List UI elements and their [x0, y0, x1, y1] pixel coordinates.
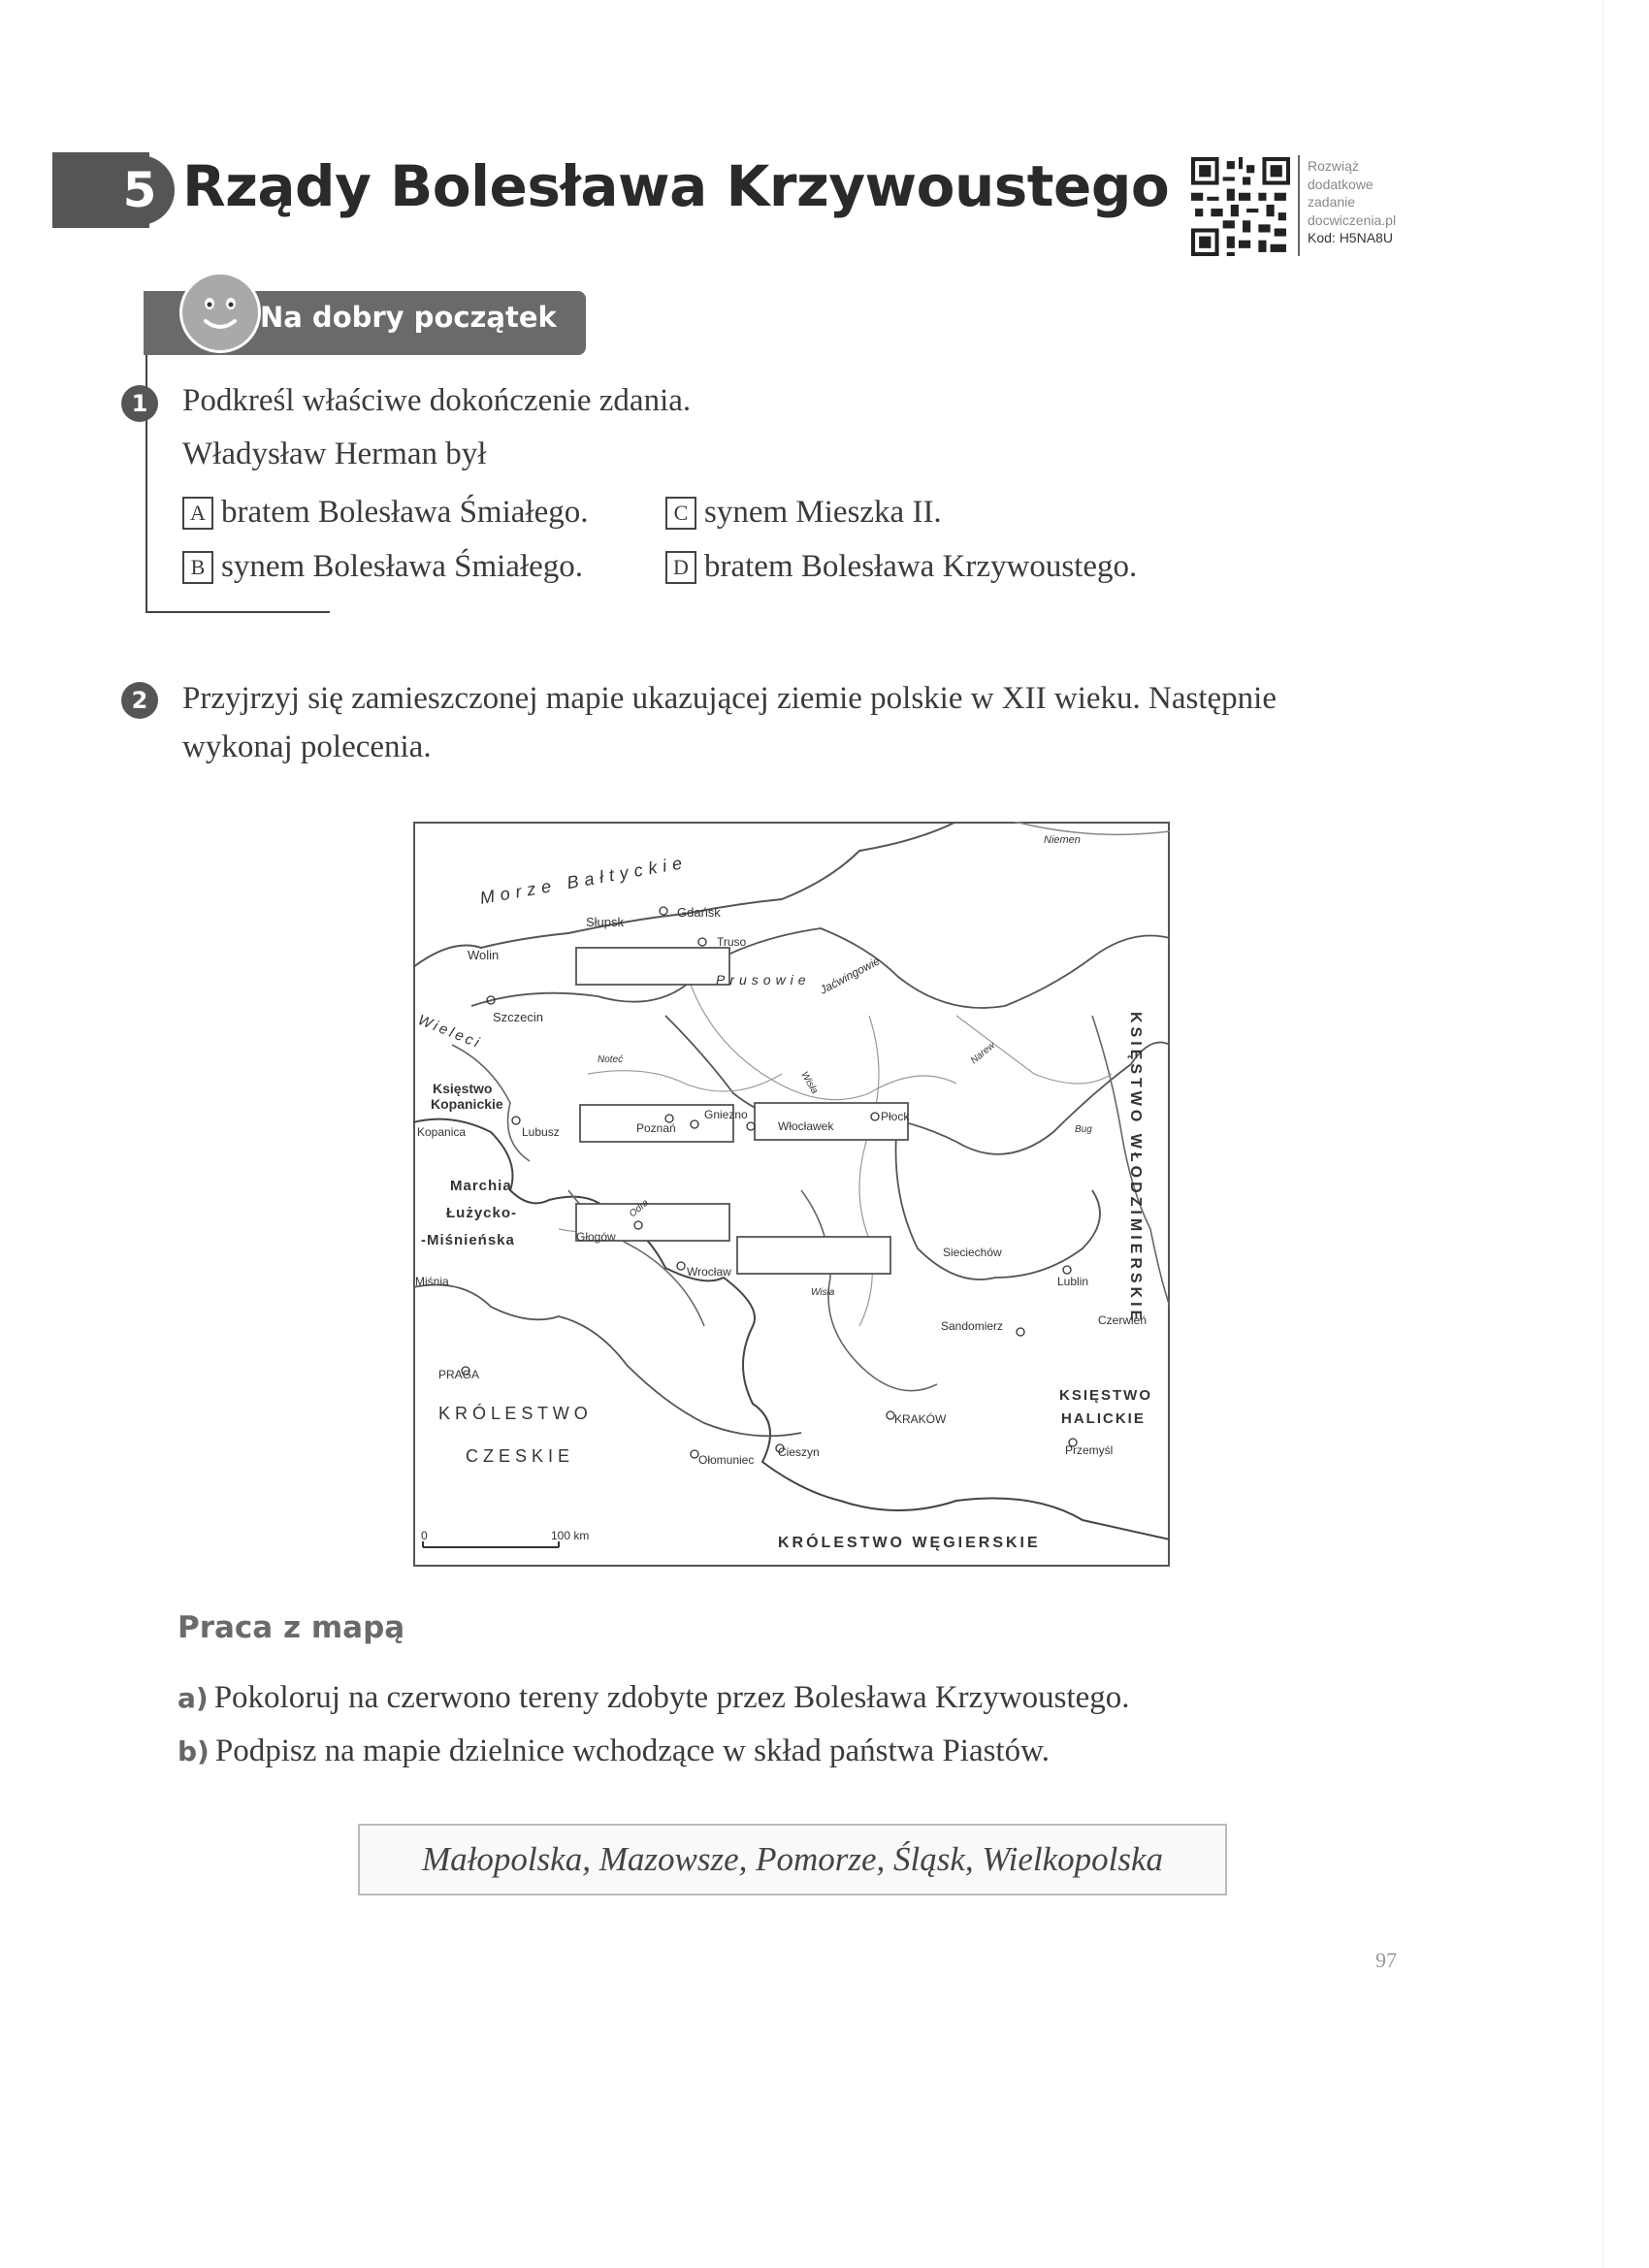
map-label-krolestwo-wegierskie: KRÓLESTWO WĘGIERSKIE [778, 1535, 1041, 1551]
option-text: synem Bolesława Śmiałego. [221, 549, 584, 584]
map-label-marchia: -Miśnieńska [421, 1232, 515, 1248]
map-scale-100km: 100 km [551, 1529, 590, 1542]
map-label-sieciechow: Sieciechów [943, 1246, 1002, 1259]
qr-code-icon[interactable] [1191, 157, 1290, 256]
page-number: 97 [1375, 1948, 1397, 1972]
intro-banner-label: Na dobry początek [260, 301, 557, 334]
qr-link[interactable]: docwiczenia.pl [1308, 211, 1397, 228]
map-label-lubusz: Lubusz [522, 1125, 560, 1139]
map-label-wolin: Wolin [468, 948, 500, 962]
map-label-kopanica: Kopanica [417, 1125, 467, 1139]
task-2-number: 2 [121, 682, 158, 719]
work-item-letter: a) [178, 1682, 209, 1714]
map-label-ksiestwo-halickie: HALICKIE [1061, 1410, 1146, 1427]
map-label-wisla-south: Wisła [811, 1287, 835, 1298]
qr-line: Rozwiąż [1308, 158, 1359, 174]
page-title: Rządy Bolesława Krzywoustego [182, 153, 1170, 219]
intro-frame [146, 611, 330, 613]
map-label-ksiestwo-wlodzimierskie: KSIĘSTWO WŁODZIMIERSKIE [1127, 1012, 1144, 1325]
map-label-jacwingowie: Jaćwingowie [817, 954, 883, 997]
smiley-face-icon [179, 272, 261, 353]
map-label-ksiestwo-kopanickie: Kopanickie [431, 1096, 503, 1112]
map-label-czerwien: Czerwień [1098, 1313, 1148, 1327]
option-a[interactable] [182, 495, 589, 531]
option-text: bratem Bolesława Śmiałego. [221, 495, 589, 530]
option-b[interactable] [182, 549, 583, 585]
map-label-poznan: Poznań [636, 1121, 676, 1135]
map-label-niemen: Niemen [1044, 834, 1081, 846]
map-label-odra: Odra [627, 1197, 651, 1220]
task-2-instruction-line-1: Przyjrzyj się zamieszczonej mapie ukazującej ziemie polskie w XII wieku. Następnie [182, 681, 1277, 716]
option-letter: A [182, 497, 213, 530]
option-d[interactable] [665, 549, 1137, 585]
map-label-plock: Płock [881, 1110, 910, 1123]
option-letter: C [665, 497, 696, 530]
map-label-marchia: Łużycko- [446, 1205, 518, 1221]
qr-line: dodatkowe [1308, 176, 1374, 192]
map-label-ksiestwo-kopanickie: Księstwo [433, 1081, 493, 1096]
option-letter: D [665, 551, 696, 584]
map-label-gniezno: Gniezno [704, 1108, 748, 1121]
historical-map [413, 822, 1170, 1567]
map-label-narew: Narew [968, 1040, 998, 1067]
map-label-truso: Truso [717, 935, 747, 949]
option-c[interactable] [665, 495, 942, 531]
work-item-b [178, 1733, 1050, 1769]
label-box[interactable] [576, 948, 729, 985]
qr-divider [1298, 155, 1300, 256]
map-label-krolestwo-czeskie: K R Ó L E S T W O [438, 1404, 588, 1423]
option-letter: B [182, 551, 213, 584]
task-1-stem: Władysław Herman był [182, 437, 487, 471]
map-label-krolestwo-czeskie: C Z E S K I E [466, 1446, 570, 1466]
work-item-a [178, 1680, 1130, 1716]
map-label-marchia: Marchia [450, 1178, 512, 1194]
map-label-olomuniec: Ołomuniec [698, 1453, 755, 1467]
option-text: synem Mieszka II. [704, 495, 942, 530]
map-label-szczecin: Szczecin [493, 1010, 544, 1024]
map-label-glogow: Głogów [576, 1230, 616, 1244]
map-label-lublin: Lublin [1057, 1275, 1089, 1288]
map-label-przemysl: Przemyśl [1065, 1443, 1114, 1457]
map-label-bug: Bug [1075, 1124, 1092, 1135]
map-label-notec: Noteć [598, 1054, 624, 1065]
work-item-text: Pokoloruj na czerwono tereny zdobyte przez Bolesława Krzywoustego. [213, 1680, 1130, 1715]
option-text: bratem Bolesława Krzywoustego. [704, 549, 1138, 584]
qr-code-label: Kod: H5NA8U [1308, 230, 1393, 245]
task-1-instruction: Podkreśl właściwe dokończenie zdania. [182, 383, 692, 418]
map-label-wieleci: Wieleci [415, 1011, 485, 1053]
qr-info [1308, 157, 1396, 247]
map-label-slupsk: Słupsk [586, 915, 625, 929]
work-section-heading: Praca z mapą [178, 1610, 405, 1645]
lesson-number-badge: 5 [105, 155, 175, 225]
map-label-praga: PRAGA [438, 1368, 480, 1381]
work-item-text: Podpisz na mapie dzielnice wchodzące w skład państwa Piastów. [214, 1733, 1051, 1768]
label-box[interactable] [737, 1237, 890, 1274]
map-label-wisla-north: Wisła [798, 1070, 821, 1096]
work-item-letter: b) [178, 1735, 210, 1767]
map-label-misnia: Miśnia [415, 1275, 449, 1288]
map-label-wloclawek: Włocławek [778, 1119, 834, 1133]
map-label-prusowie: Prusowie [716, 972, 811, 988]
map-label-krakow: KRAKÓW [894, 1412, 947, 1426]
map-label-gdansk: Gdańsk [677, 905, 721, 920]
page-edge-line [1602, 0, 1603, 2268]
map-label-sea: Morze Bałtyckie [478, 852, 690, 908]
map-label-cieszyn: Cieszyn [778, 1445, 820, 1459]
task-1-number: 1 [121, 385, 158, 422]
word-bank: Małopolska, Mazowsze, Pomorze, Śląsk, Wielkopolska [358, 1824, 1227, 1895]
map-label-wroclaw: Wrocław [687, 1265, 731, 1279]
task-2-instruction-line-2: wykonaj polecenia. [182, 729, 432, 764]
map-label-sandomierz: Sandomierz [941, 1319, 1004, 1333]
map-label-ksiestwo-halickie: KSIĘSTWO [1059, 1387, 1153, 1404]
map-scale-zero: 0 [421, 1529, 428, 1542]
qr-line: zadanie [1308, 194, 1356, 210]
